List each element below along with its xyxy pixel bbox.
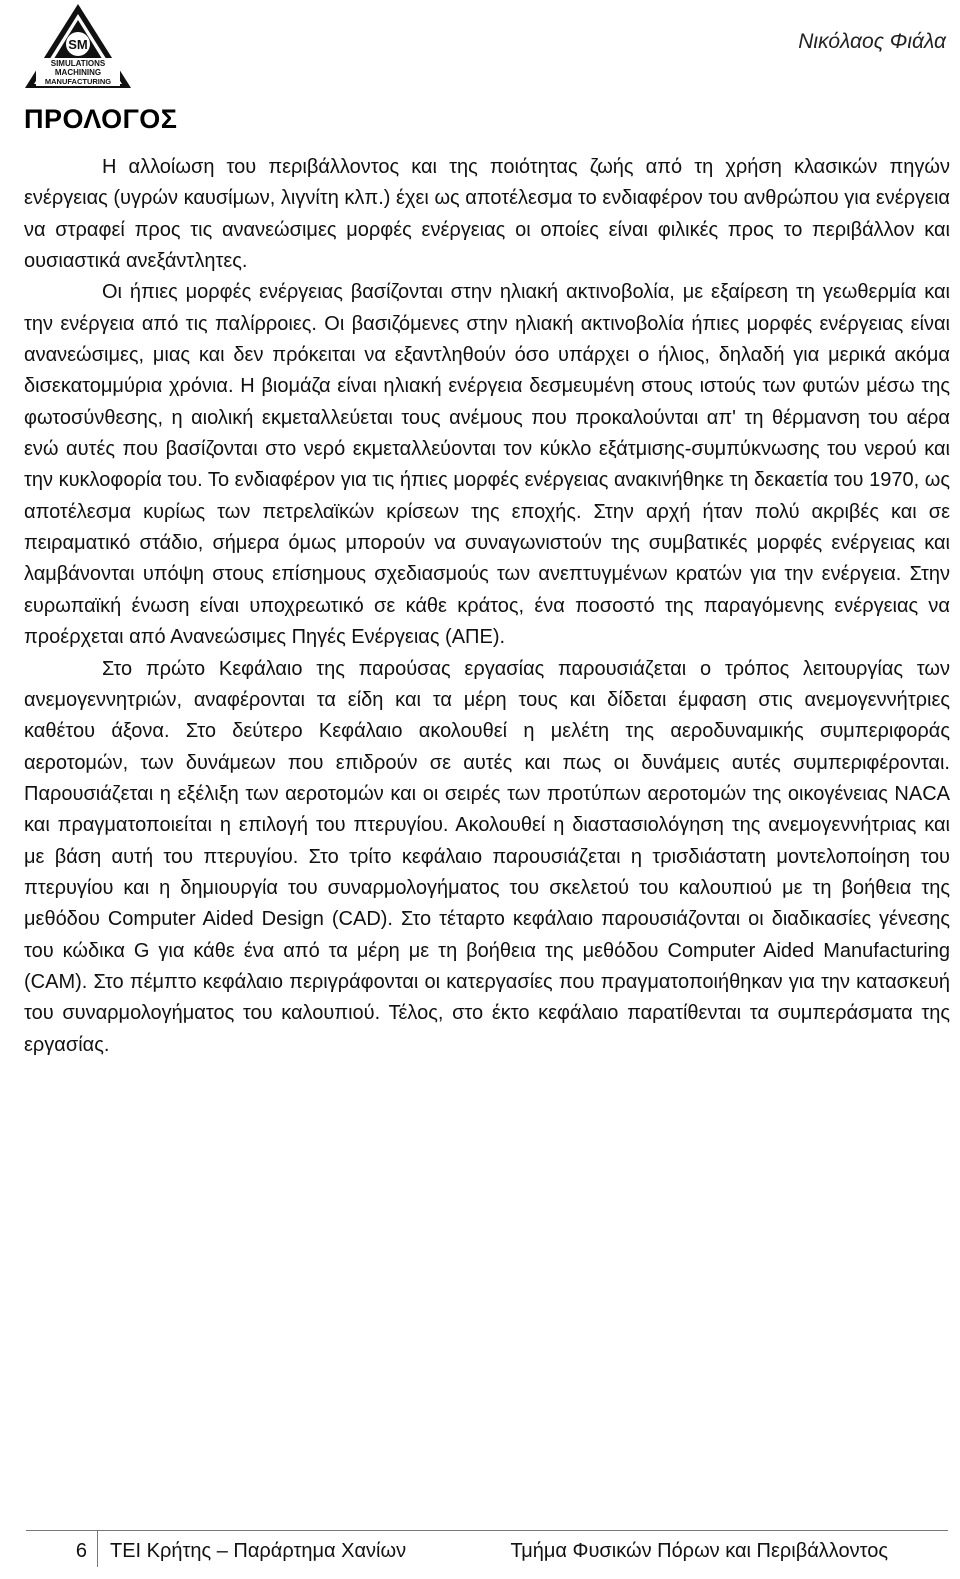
logo-text-line1: SIMULATIONS (50, 59, 106, 68)
footer-institution: ΤΕΙ Κρήτης – Παράρτημα Χανίων (110, 1540, 407, 1562)
page-title: ΠΡΟΛΟΓΟΣ (24, 104, 178, 134)
paragraph-3: Στο πρώτο Κεφάλαιο της παρούσας εργασίας παρουσιάζεται ο τρόπος λειτουργίας των ανεμογεννητριών, αναφέρονται τα είδη και τα μέρη τους και δίδεται έμφαση στις ανεμογεννήτριες καθέτου άξονα. Στο δεύτερο Κεφάλαιο ακολουθεί η μελέτη της αεροδυναμικής συμπεριφοράς αεροτομών, των δυνάμεων που επιδρούν σε αυτές και πως οι δυνάμεις αυτές συμπεριφέρονται. Παρουσιάζεται η εξέλιξη των αεροτομών και οι σειρές των προτύπων αεροτομών της οικογένειας NACA και πραγματοποιείται η επιλογή του πτερυγίου. Ακολουθεί η διαστασιολόγηση της ανεμογεννήτριας και με βάση αυτή του πτερυγίου. Στο τρίτο κεφάλαιο παρουσιάζεται η τρισδιάστατη μοντελοποίηση του πτερυγίου και η δημιουργία του συναρμολογήματος του σκελετού του καλουπιού με τη βοήθεια της μεθόδου Computer Aided Design (CAD). Στο τέταρτο κεφάλαιο παρουσιάζονται οι διαδικασίες γένεσης του κώδικα G για κάθε ένα από τα μέρη με τη βοήθεια της μεθόδου Computer Aided Manufacturing (CAM). Στο πέμπτο κεφάλαιο περιγράφονται οι κατεργασίες που πραγματοποιήθηκαν για την κατασκευή του συναρμολογήματος του καλουπιού. Τέλος, στο έκτο κεφάλαιο παρατίθενται τα συμπεράσματα της εργασίας. (24, 657, 950, 1056)
author-name: Νικόλαος Φιάλα (798, 30, 946, 53)
page-footer (26, 1530, 948, 1567)
document-body (24, 152, 950, 1061)
footer-department: Τμήμα Φυσικών Πόρων και Περιβάλλοντος (510, 1540, 888, 1562)
logo-monogram: SM (68, 37, 88, 52)
paragraph-1: Η αλλοίωση του περιβάλλοντος και της ποιότητας ζωής από τη χρήση κλασικών πηγών ενέργειας (υγρών καυσίμων, λιγνίτη κλπ.) έχει ως αποτέλεσμα το ενδιαφέρον του ανθρώπου για ενέργεια να στραφεί προς τις ανανεώσιμες μορφές ενέργειας οι οποίες είναι φιλικές προς το περιβάλλον και ουσιαστικά ανεξάντλητες. (24, 156, 950, 273)
logo-text-line2: MACHINING (54, 68, 102, 77)
logo-text-line3: MANUFACTURING (44, 77, 112, 86)
sm-logo (22, 2, 134, 90)
paragraph-2: Οι ήπιες μορφές ενέργειας βασίζονται στην ηλιακή ακτινοβολία, με εξαίρεση τη γεωθερμία και την ενέργεια από τις παλίρροιες. Οι βασιζόμενες στην ηλιακή ακτινοβολία ήπιες μορφές ενέργειας είναι ανανεώσιμες, μιας και δεν πρόκειται να εξαντληθούν όσο υπάρχει ο ήλιος, δηλαδή για μερικά ακόμα δισεκατομμύρια χρόνια. Η βιομάζα είναι ηλιακή ενέργεια δεσμευμένη στους ιστούς των φυτών μέσω της φωτοσύνθεσης, η αιολική εκμεταλλεύεται τους ανέμους που προκαλούνται απ' τη θέρμανση του αέρα ενώ αυτές που βασίζονται στο νερό εκμεταλλεύονται τον κύκλο εξάτμισης-συμπύκνωσης του νερού και την κυκλοφορία του. Το ενδιαφέρον για τις ήπιες μορφές ενέργειας ανακινήθηκε τη δεκαετία του 1970, ως αποτέλεσμα κυρίως των πετρελαϊκών κρίσεων της εποχής. Στην αρχή ήταν πολύ ακριβές και σε πειραματικό στάδιο, σήμερα όμως μπορούν να συναγωνιστούν της συμβατικές μορφές ενέργειας και λαμβάνονται υπόψη στους επίσημους σχεδιασμούς των ανεπτυγμένων κρατών για την ενέργεια. Στην ευρωπαϊκή ένωση είναι υποχρεωτικό σε κάθε κράτος, ένα ποσοστό της παραγόμενης ενέργειας να προέρχεται από Ανανεώσιμες Πηγές Ενέργειας (ΑΠΕ). (24, 281, 950, 649)
page-number: 6 (26, 1531, 98, 1567)
